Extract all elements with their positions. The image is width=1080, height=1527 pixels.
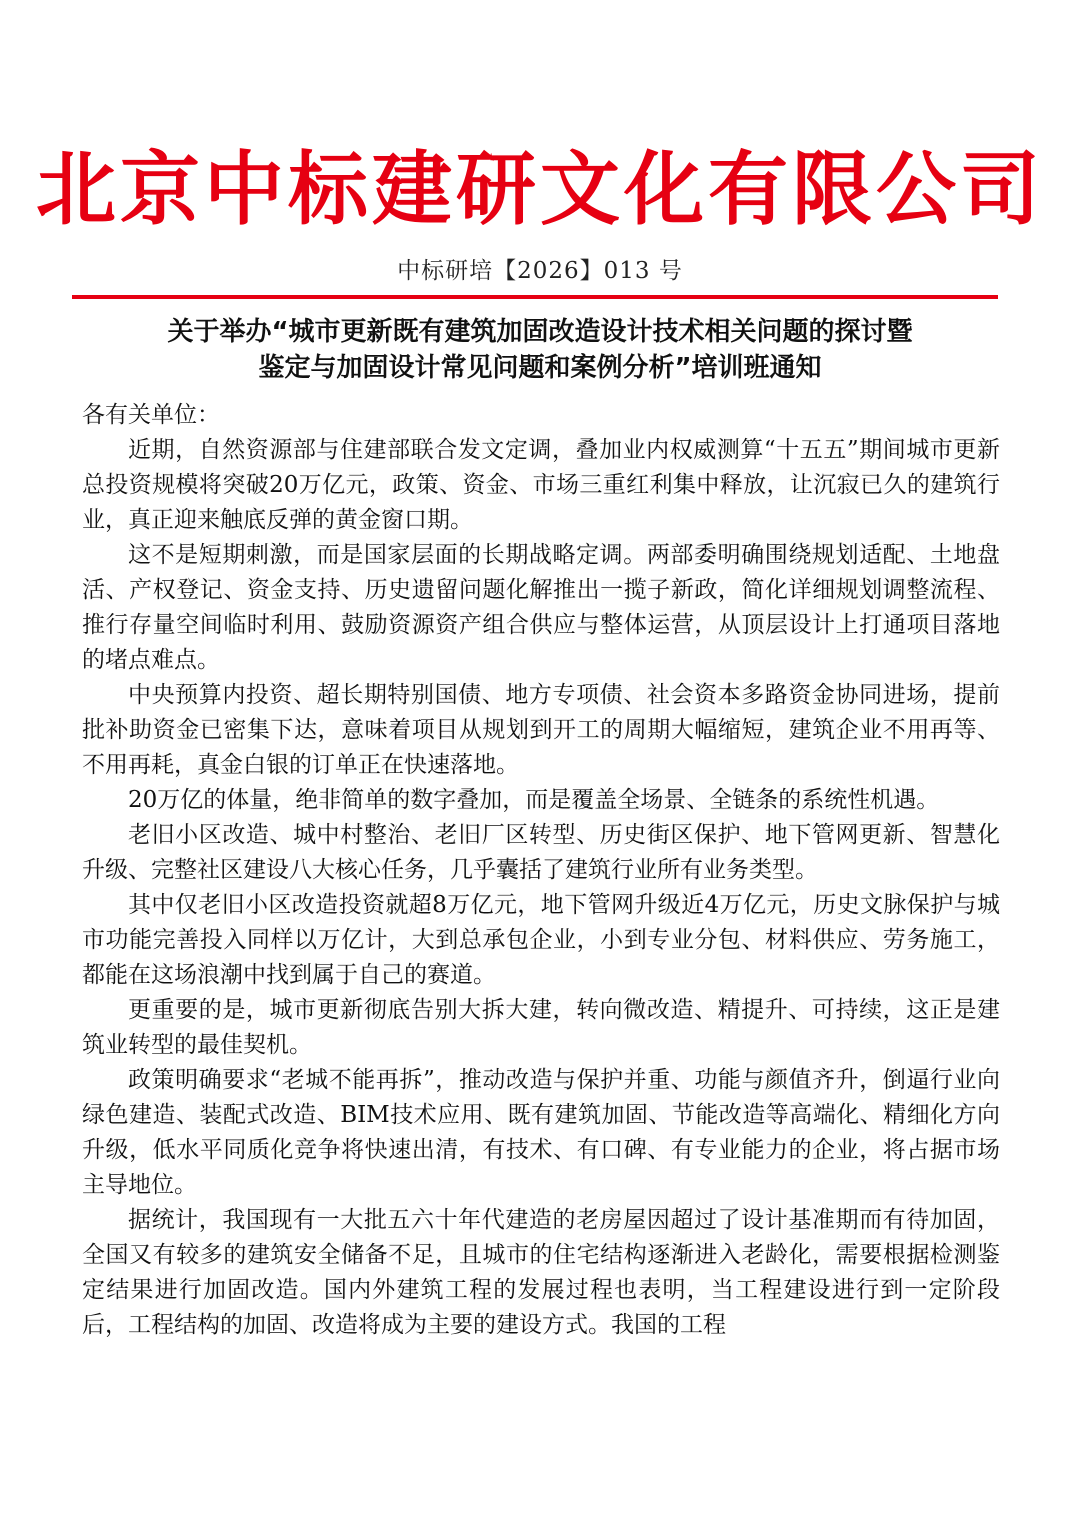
- body-paragraph: 老旧小区改造、城中村整治、老旧厂区转型、历史街区保护、地下管网更新、智慧化升级、完整社区建设八大核心任务，几乎囊括了建筑行业所有业务类型。: [82, 822, 1000, 883]
- body-paragraph: 更重要的是，城市更新彻底告别大拆大建，转向微改造、精提升、可持续，这正是建筑业转型的最佳契机。: [82, 997, 1000, 1058]
- document-number: 中标研培【2026】013 号: [397, 258, 683, 284]
- organization-letterhead: 北京中标建研文化有限公司: [36, 143, 1044, 236]
- body-paragraph: 其中仅老旧小区改造投资就超8万亿元，地下管网升级近4万亿元，历史文脉保护与城市功能完善投入同样以万亿计，大到总承包企业，小到专业分包、材料供应、劳务施工，都能在这场浪潮中找到属于自己的赛道。: [82, 892, 1000, 988]
- body-paragraph: 中央预算内投资、超长期特别国债、地方专项债、社会资本多路资金协同进场，提前批补助资金已密集下达，意味着项目从规划到开工的周期大幅缩短，建筑企业不用再等、不用再耗，真金白银的订单正在快速落地。: [82, 682, 1000, 778]
- notice-title: [78, 314, 1002, 386]
- body-paragraph: 这不是短期刺激，而是国家层面的长期战略定调。两部委明确围绕规划适配、土地盘活、产权登记、资金支持、历史遗留问题化解推出一揽子新政，简化详细规划调整流程、推行存量空间临时利用、鼓励资源资产组合供应与整体运营，从顶层设计上打通项目落地的堵点难点。: [82, 542, 1000, 673]
- body-paragraph: 政策明确要求“老城不能再拆”，推动改造与保护并重、功能与颜值齐升，倒逼行业向绿色建造、装配式改造、BIM技术应用、既有建筑加固、节能改造等高端化、精细化方向升级，低水平同质化竞争将快速出清，有技术、有口碑、有专业能力的企业，将占据市场主导地位。: [82, 1067, 1000, 1198]
- red-divider-line: [72, 295, 998, 299]
- notice-title-line-2: 鉴定与加固设计常见问题和案例分析”培训班通知: [258, 353, 822, 383]
- body-paragraph: 近期，自然资源部与住建部联合发文定调，叠加业内权威测算“十五五”期间城市更新总投资规模将突破20万亿元，政策、资金、市场三重红利集中释放，让沉寂已久的建筑行业，真正迎来触底反弹的黄金窗口期。: [82, 437, 1000, 533]
- notice-body: [82, 398, 1000, 1343]
- notice-title-line-1: 关于举办“城市更新既有建筑加固改造设计技术相关问题的探讨暨: [167, 317, 913, 347]
- body-paragraph: 20万亿的体量，绝非简单的数字叠加，而是覆盖全场景、全链条的系统性机遇。: [128, 787, 940, 813]
- salutation: 各有关单位：: [82, 402, 220, 428]
- body-paragraph: 据统计，我国现有一大批五六十年代建造的老房屋因超过了设计基准期而有待加固，全国又有较多的建筑安全储备不足，且城市的住宅结构逐渐进入老龄化，需要根据检测鉴定结果进行加固改造。国内外建筑工程的发展过程也表明，当工程建设进行到一定阶段后，工程结构的加固、改造将成为主要的建设方式。我国的工程: [82, 1207, 1000, 1338]
